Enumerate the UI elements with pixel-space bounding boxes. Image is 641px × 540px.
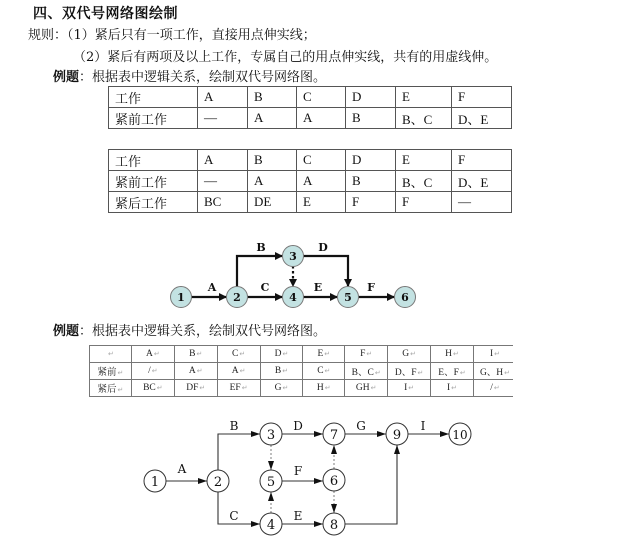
- table-cell: E、F↵: [431, 363, 474, 380]
- table-cell: DF↵: [174, 380, 217, 397]
- table-cell: H↵: [303, 380, 345, 397]
- node-label: 2: [233, 291, 241, 304]
- node-label: 2: [213, 475, 223, 490]
- node-label: 9: [392, 428, 402, 443]
- edge-B: [218, 434, 260, 470]
- example-label: 例题: [53, 70, 80, 85]
- table-cell: E: [396, 150, 452, 171]
- table-cell: B、C: [396, 108, 452, 129]
- edge-8-9: [345, 445, 397, 524]
- table-cell: A: [297, 108, 346, 129]
- network-diagram-1: [0, 230, 641, 315]
- table-cell: I↵: [388, 380, 431, 397]
- table-cell: 紧前↵: [90, 363, 132, 380]
- node-label: 4: [266, 518, 276, 533]
- table-cell: F: [452, 87, 512, 108]
- table-cell: 工作: [109, 87, 198, 108]
- table-row: [90, 363, 514, 380]
- node-label: 6: [329, 474, 339, 489]
- network-diagram-2: [0, 405, 641, 540]
- node-label: 1: [177, 291, 185, 304]
- node-label: 8: [329, 518, 339, 533]
- rule-1: 规则：（1）紧后只有一项工作，直接用点伸实线；: [28, 28, 316, 43]
- logic-table-wrapper: [89, 345, 513, 399]
- edge-label-C: C: [229, 509, 239, 523]
- table-cell: 紧前工作: [109, 171, 198, 192]
- table-cell: 紧前工作: [109, 108, 198, 129]
- edge-label-E: E: [293, 509, 303, 523]
- node-label: 10: [452, 428, 468, 442]
- table-cell: G↵: [388, 346, 431, 363]
- table-cell: H↵: [431, 346, 474, 363]
- table-cell: ↵: [90, 346, 132, 363]
- edge-label-B: B: [229, 419, 239, 433]
- table-row: [109, 150, 512, 171]
- node-label: 3: [289, 250, 297, 263]
- table-cell: BC↵: [131, 380, 174, 397]
- table-cell: A↵: [217, 363, 260, 380]
- table-cell: /↵: [473, 380, 513, 397]
- node-label: 3: [266, 428, 276, 443]
- node-label: 1: [150, 475, 160, 490]
- example-1-heading: [53, 66, 326, 85]
- table-cell: 紧后↵: [90, 380, 132, 397]
- table-cell: B: [346, 171, 396, 192]
- table-cell: B↵: [260, 363, 303, 380]
- table-cell: E: [396, 87, 452, 108]
- example-label: 例题: [53, 324, 80, 339]
- table-cell: F↵: [345, 346, 388, 363]
- table-cell: E↵: [303, 346, 345, 363]
- table-cell: C↵: [217, 346, 260, 363]
- table-cell: C↵: [303, 363, 345, 380]
- predecessor-table: [108, 86, 512, 129]
- table-cell: BC: [198, 192, 248, 213]
- edge-label-D: D: [318, 241, 328, 254]
- logic-table: [89, 345, 513, 397]
- edge-label-I: I: [420, 419, 426, 433]
- edge-B: [237, 256, 282, 287]
- table-cell: B、C: [396, 171, 452, 192]
- table-cell: B、C↵: [345, 363, 388, 380]
- table-row: [109, 171, 512, 192]
- table-cell: F: [346, 192, 396, 213]
- edge-label-B: B: [256, 241, 266, 254]
- table-cell: G↵: [260, 380, 303, 397]
- table-row: [109, 192, 512, 213]
- node-label: 7: [329, 428, 339, 443]
- table-cell: 紧后工作: [109, 192, 198, 213]
- table-cell: C: [297, 87, 346, 108]
- table-row: [90, 346, 514, 363]
- table-cell: D: [346, 87, 396, 108]
- table-cell: B: [248, 150, 297, 171]
- table-cell: A: [248, 171, 297, 192]
- table-cell: EF↵: [217, 380, 260, 397]
- edge-label-E: E: [313, 281, 323, 294]
- table-cell: B: [346, 108, 396, 129]
- edge-label-G: G: [356, 419, 366, 433]
- edge-label-A: A: [207, 281, 217, 294]
- table-row: [109, 108, 512, 129]
- table-cell: /↵: [131, 363, 174, 380]
- table-cell: A: [198, 150, 248, 171]
- table-cell: A: [297, 171, 346, 192]
- edge-label-F: F: [367, 281, 375, 294]
- table-cell: DE: [248, 192, 297, 213]
- table-cell: F: [452, 150, 512, 171]
- table-cell: E: [297, 192, 346, 213]
- table-cell: 工作: [109, 150, 198, 171]
- table-row: [109, 87, 512, 108]
- table-cell: D、F↵: [388, 363, 431, 380]
- table-cell: A↵: [131, 346, 174, 363]
- table-cell: D: [346, 150, 396, 171]
- node-label: 6: [401, 291, 409, 304]
- example-text: ：根据表中逻辑关系，绘制双代号网络图。: [79, 324, 327, 339]
- node-label: 5: [266, 475, 276, 490]
- edge-label-A: A: [177, 462, 187, 476]
- table-cell: A: [248, 108, 297, 129]
- table-cell: GH↵: [345, 380, 388, 397]
- edge-label-F: F: [293, 464, 303, 478]
- table-row: [90, 380, 514, 397]
- table-cell: D↵: [260, 346, 303, 363]
- section-title: 四、双代号网络图绘制: [33, 6, 178, 22]
- node-label: 4: [289, 291, 297, 304]
- edge-label-C: C: [260, 281, 270, 294]
- example-2-heading: [53, 320, 326, 339]
- table-cell: I↵: [431, 380, 474, 397]
- example-text: ：根据表中逻辑关系，绘制双代号网络图。: [79, 70, 327, 85]
- table-cell: G、H↵: [473, 363, 513, 380]
- edge-C: [218, 492, 260, 524]
- node-label: 5: [344, 291, 352, 304]
- table-cell: D、E: [452, 108, 512, 129]
- table-cell: D、E: [452, 171, 512, 192]
- table-cell: A: [198, 87, 248, 108]
- predecessor-successor-table: [108, 149, 512, 213]
- table-cell: I↵: [473, 346, 513, 363]
- edge-label-D: D: [293, 419, 303, 433]
- table-cell: A↵: [174, 363, 217, 380]
- table-cell: B: [248, 87, 297, 108]
- table-cell: —: [198, 108, 248, 129]
- table-cell: —: [452, 192, 512, 213]
- table-cell: B↵: [174, 346, 217, 363]
- table-cell: —: [198, 171, 248, 192]
- edge-D: [303, 256, 348, 286]
- rule-2: （2）紧后有两项及以上工作，专属自己的用点伸实线，共有的用虚线伸。: [73, 50, 498, 65]
- table-cell: F: [396, 192, 452, 213]
- table-cell: C: [297, 150, 346, 171]
